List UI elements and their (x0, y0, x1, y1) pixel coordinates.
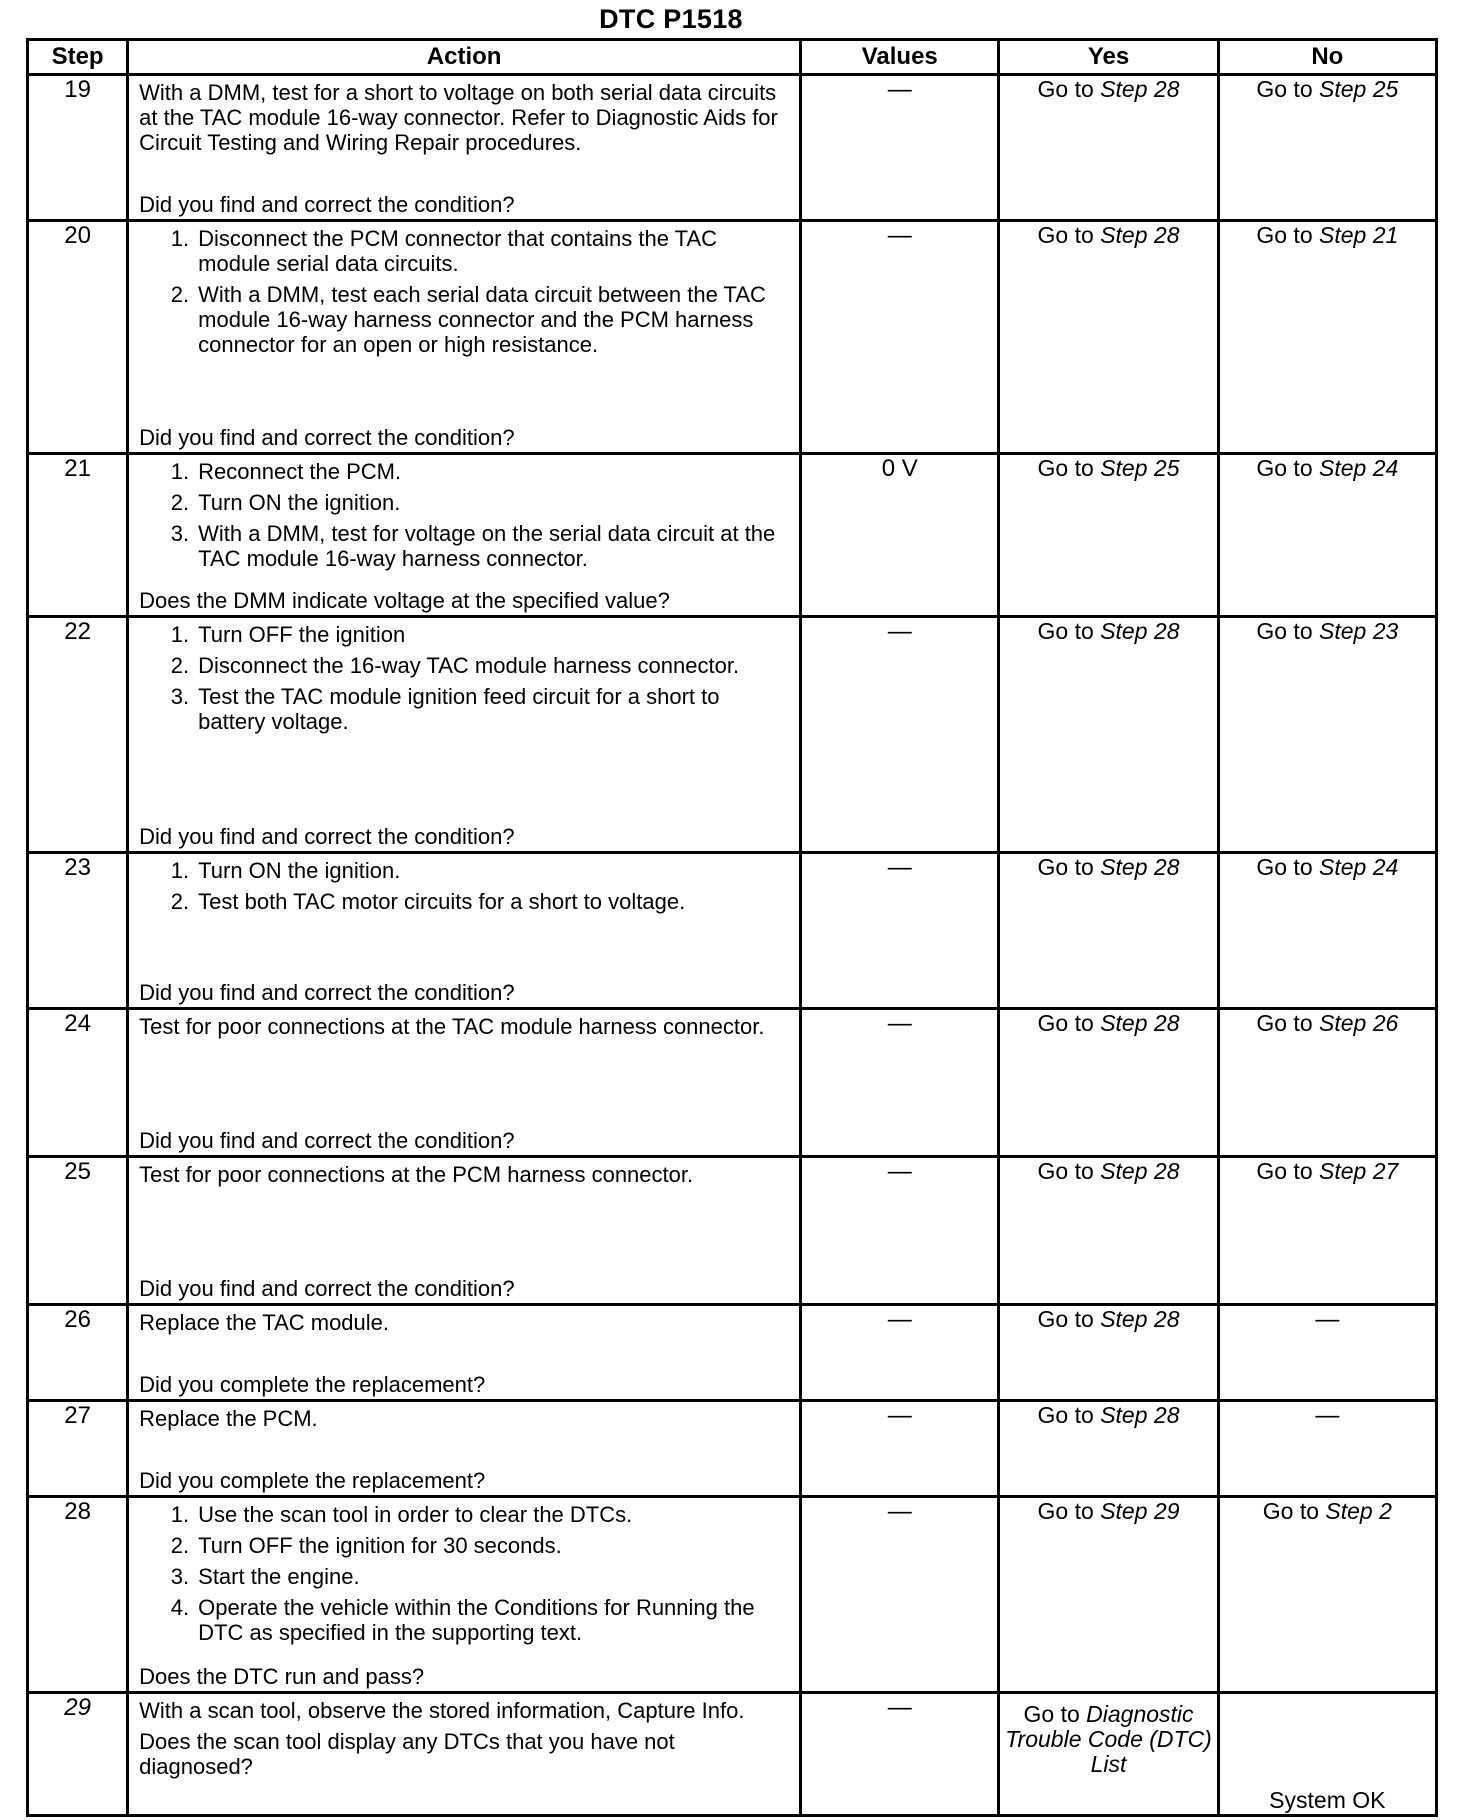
list-item: 2. With a DMM, test each serial data circuit between the TAC module 16-way harness connector and the PCM harness connector for an open or high resistance. (139, 282, 789, 357)
action-cell (128, 1401, 801, 1497)
list-item: 1. Use the scan tool in order to clear the DTCs. (139, 1502, 789, 1527)
list-item-text: Turn OFF the ignition for 30 seconds. (198, 1533, 562, 1558)
step-number: 23 (28, 853, 128, 1009)
action-question: Did you find and correct the condition? (139, 980, 515, 1005)
value-cell: — (801, 221, 999, 454)
yes-cell (999, 617, 1218, 853)
table-row (28, 1305, 1437, 1401)
yes-step-link[interactable]: Step 28 (1100, 1010, 1180, 1036)
action-question: Did you find and correct the condition? (139, 192, 515, 217)
no-cell (1218, 75, 1436, 221)
yes-cell (999, 1305, 1218, 1401)
list-item: 2. Disconnect the 16-way TAC module harness connector. (139, 653, 789, 678)
value-cell: — (801, 1693, 999, 1816)
list-item-text: Start the engine. (198, 1564, 360, 1589)
yes-step-link[interactable]: Step 28 (1100, 854, 1180, 880)
no-step-link[interactable]: Step 24 (1319, 455, 1399, 481)
no-cell: — (1218, 1401, 1436, 1497)
yes-step-link[interactable]: Step 29 (1100, 1498, 1180, 1524)
action-question: Did you complete the replacement? (139, 1468, 486, 1493)
list-item: 3. Start the engine. (139, 1564, 789, 1589)
yes-prefix: Go to (1037, 1158, 1094, 1184)
yes-step-link[interactable]: Step 28 (1100, 222, 1180, 248)
list-item-text: With a DMM, test each serial data circuit between the TAC module 16-way harness connector and the PCM harness connector for an open or high resistance. (198, 282, 766, 357)
action-text: Replace the TAC module. (139, 1310, 390, 1335)
value-cell: — (801, 1401, 999, 1497)
list-item-text: Disconnect the PCM connector that contains the TAC module serial data circuits. (198, 226, 718, 276)
action-cell (128, 617, 801, 853)
dtc-list-link[interactable]: Diagnostic Trouble Code (DTC) List (1005, 1701, 1212, 1777)
yes-prefix: Go to (1037, 455, 1094, 481)
action-text: Replace the PCM. (139, 1406, 318, 1431)
action-question: Does the DMM indicate voltage at the specified value? (139, 588, 670, 613)
no-prefix: Go to (1256, 1010, 1313, 1036)
action-question: Did you find and correct the condition? (139, 1128, 515, 1153)
action-steps (139, 1502, 789, 1651)
table-row (28, 1497, 1437, 1693)
no-prefix: Go to (1256, 76, 1313, 102)
yes-step-link[interactable]: Step 28 (1100, 618, 1180, 644)
no-step-link[interactable]: Step 26 (1319, 1010, 1399, 1036)
action-cell (128, 1305, 801, 1401)
yes-cell (999, 1401, 1218, 1497)
list-item: 3. Test the TAC module ignition feed circuit for a short to battery voltage. (139, 684, 789, 734)
yes-cell (999, 1157, 1218, 1305)
yes-prefix: Go to (1037, 618, 1094, 644)
no-prefix: Go to (1256, 854, 1313, 880)
list-item-text: Turn ON the ignition. (198, 490, 401, 515)
page-title: DTC P1518 (599, 4, 743, 34)
step-number: 26 (28, 1305, 128, 1401)
value-cell: 0 V (801, 454, 999, 617)
no-prefix: Go to (1256, 618, 1313, 644)
no-prefix: Go to (1256, 455, 1313, 481)
action-text: With a scan tool, observe the stored information, Capture Info. (139, 1698, 745, 1723)
yes-prefix: Go to (1037, 854, 1094, 880)
list-item-text: Turn ON the ignition. (198, 858, 401, 883)
table-row (28, 75, 1437, 221)
value-cell: — (801, 1497, 999, 1693)
yes-step-link[interactable]: Step 28 (1100, 1306, 1180, 1332)
step-number: 25 (28, 1157, 128, 1305)
no-cell (1218, 1157, 1436, 1305)
action-question: Did you complete the replacement? (139, 1372, 486, 1397)
yes-prefix: Go to (1037, 1306, 1094, 1332)
header-yes: Yes (999, 40, 1218, 75)
diagnostic-table (26, 38, 1438, 1817)
no-prefix: Go to (1256, 222, 1313, 248)
step-number: 27 (28, 1401, 128, 1497)
step-number: 22 (28, 617, 128, 853)
header-step: Step (28, 40, 128, 75)
no-step-link[interactable]: Step 21 (1319, 222, 1399, 248)
list-item-text: With a DMM, test for voltage on the serial data circuit at the TAC module 16-way harness connector. (198, 521, 776, 571)
yes-step-link[interactable]: Step 28 (1100, 1158, 1180, 1184)
list-item-text: Reconnect the PCM. (198, 459, 402, 484)
no-step-link[interactable]: Step 27 (1319, 1158, 1399, 1184)
no-step-link[interactable]: Step 24 (1319, 854, 1399, 880)
action-text: With a DMM, test for a short to voltage on both serial data circuits at the TAC module 16-way connector. Refer to Diagnostic Aids for Circuit Testing and Wiring Repair procedures. (139, 80, 778, 155)
value-cell: — (801, 75, 999, 221)
list-item: 2. Turn OFF the ignition for 30 seconds. (139, 1533, 789, 1558)
action-question: Does the scan tool display any DTCs that you have not diagnosed? (139, 1729, 675, 1779)
yes-cell (999, 221, 1218, 454)
no-cell (1218, 1009, 1436, 1157)
header-action: Action (128, 40, 801, 75)
yes-cell (999, 75, 1218, 221)
yes-step-link[interactable]: Step 25 (1100, 455, 1180, 481)
yes-prefix: Go to (1023, 1701, 1080, 1727)
table-row (28, 1009, 1437, 1157)
yes-step-link[interactable]: Step 28 (1100, 1402, 1180, 1428)
yes-prefix: Go to (1037, 222, 1094, 248)
action-question: Did you find and correct the condition? (139, 824, 515, 849)
yes-cell (999, 1693, 1218, 1816)
action-cell (128, 1157, 801, 1305)
step-number: 29 (28, 1693, 128, 1816)
yes-prefix: Go to (1037, 1498, 1094, 1524)
table-row (28, 1157, 1437, 1305)
no-step-link[interactable]: Step 2 (1325, 1498, 1392, 1524)
list-item: 1. Turn ON the ignition. (139, 858, 789, 883)
yes-cell (999, 454, 1218, 617)
step-number: 21 (28, 454, 128, 617)
list-item-text: Operate the vehicle within the Conditions for Running the DTC as specified in the supporting text. (198, 1595, 755, 1645)
value-cell: — (801, 1157, 999, 1305)
action-text: Test for poor connections at the TAC module harness connector. (139, 1014, 765, 1039)
no-prefix: Go to (1262, 1498, 1320, 1524)
list-item: 3. With a DMM, test for voltage on the serial data circuit at the TAC module 16-way harness connector. (139, 521, 789, 571)
no-cell (1218, 454, 1436, 617)
action-question: Did you find and correct the condition? (139, 425, 515, 450)
list-item: 1. Disconnect the PCM connector that contains the TAC module serial data circuits. (139, 226, 789, 276)
no-cell: System OK (1218, 1693, 1436, 1816)
table-row (28, 617, 1437, 853)
action-cell (128, 853, 801, 1009)
value-cell: — (801, 1305, 999, 1401)
header-values: Values (801, 40, 999, 75)
no-step-link[interactable]: Step 23 (1319, 618, 1399, 644)
action-cell (128, 1009, 801, 1157)
action-steps (139, 226, 789, 363)
no-cell: — (1218, 1305, 1436, 1401)
value-cell: — (801, 853, 999, 1009)
table-header-row (28, 40, 1437, 75)
step-number: 20 (28, 221, 128, 454)
step-number: 19 (28, 75, 128, 221)
value-cell: — (801, 617, 999, 853)
yes-cell (999, 1497, 1218, 1693)
yes-step-link[interactable]: Step 28 (1100, 76, 1180, 102)
action-cell (128, 454, 801, 617)
action-steps (139, 622, 789, 740)
action-cell (128, 1693, 801, 1816)
action-text: Test for poor connections at the PCM harness connector. (139, 1162, 694, 1187)
no-step-link[interactable]: Step 25 (1319, 76, 1399, 102)
no-cell (1218, 1497, 1436, 1693)
list-item: 2. Test both TAC motor circuits for a short to voltage. (139, 889, 789, 914)
list-item: 4. Operate the vehicle within the Conditions for Running the DTC as specified in the supporting text. (139, 1595, 789, 1645)
action-cell (128, 1497, 801, 1693)
action-question: Does the DTC run and pass? (139, 1664, 425, 1689)
no-cell (1218, 221, 1436, 454)
table-row (28, 454, 1437, 617)
table-row (28, 221, 1437, 454)
value-cell: — (801, 1009, 999, 1157)
yes-prefix: Go to (1037, 76, 1094, 102)
action-steps (139, 459, 789, 577)
no-cell (1218, 617, 1436, 853)
action-question: Did you find and correct the condition? (139, 1276, 515, 1301)
yes-cell (999, 853, 1218, 1009)
list-item-text: Use the scan tool in order to clear the DTCs. (198, 1502, 633, 1527)
list-item-text: Turn OFF the ignition (198, 622, 406, 647)
action-steps (139, 858, 789, 920)
action-cell (128, 75, 801, 221)
table-row (28, 1693, 1437, 1816)
table-row (28, 1401, 1437, 1497)
step-number: 28 (28, 1497, 128, 1693)
list-item-text: Test both TAC motor circuits for a short to voltage. (198, 889, 686, 914)
no-cell (1218, 853, 1436, 1009)
yes-prefix: Go to (1037, 1010, 1094, 1036)
no-prefix: Go to (1256, 1158, 1313, 1184)
list-item-text: Disconnect the 16-way TAC module harness connector. (198, 653, 740, 678)
step-number: 24 (28, 1009, 128, 1157)
list-item-text: Test the TAC module ignition feed circuit for a short to battery voltage. (198, 684, 720, 734)
list-item: 2. Turn ON the ignition. (139, 490, 789, 515)
action-cell (128, 221, 801, 454)
list-item: 1. Turn OFF the ignition (139, 622, 789, 647)
table-row (28, 853, 1437, 1009)
yes-prefix: Go to (1037, 1402, 1094, 1428)
yes-cell (999, 1009, 1218, 1157)
list-item: 1. Reconnect the PCM. (139, 459, 789, 484)
header-no: No (1218, 40, 1436, 75)
